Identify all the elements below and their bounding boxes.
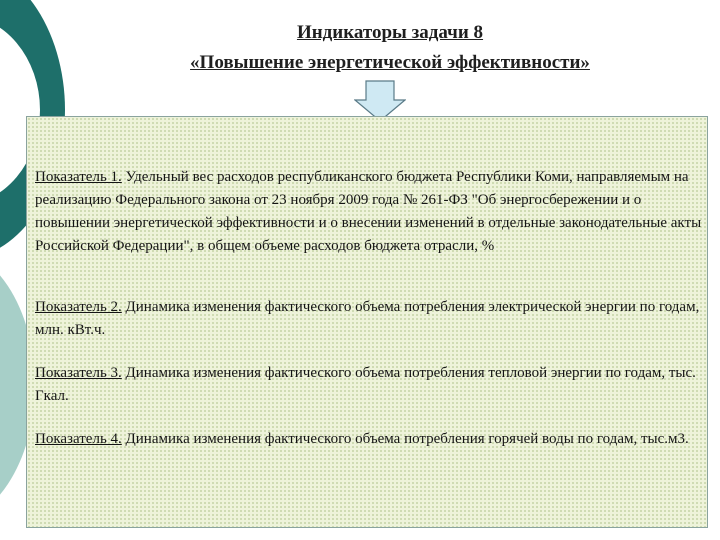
indicators-panel <box>26 116 708 528</box>
indicator-1-text: Удельный вес расходов республиканского бюджета Республики Коми, направляемым на реализацию Федерального закона от 23 ноября 2009 года № 261-ФЗ "Об энергосбережении и о повышении энергетической эффективности и о внесении изменений в отдельные законодательные акты Российской Федерации", в общем объеме расходов бюджета отрасли, % <box>35 169 702 254</box>
slide-title <box>120 18 660 78</box>
indicator-1 <box>35 166 707 258</box>
title-line-2: «Повышение энергетической эффективности» <box>190 52 590 73</box>
indicator-2-text: Динамика изменения фактического объема потребления электрической энергии по годам, млн. кВт.ч. <box>35 299 700 338</box>
indicator-3 <box>35 362 707 408</box>
indicator-4-label: Показатель 4. <box>35 431 122 447</box>
indicator-3-text: Динамика изменения фактического объема потребления тепловой энергии по годам, тыс. Гкал. <box>35 365 696 404</box>
indicator-2-label: Показатель 2. <box>35 299 122 315</box>
indicator-3-label: Показатель 3. <box>35 365 122 381</box>
indicator-4 <box>35 428 707 451</box>
indicator-4-text: Динамика изменения фактического объема потребления горячей воды по годам, тыс.м3. <box>121 431 689 447</box>
indicator-1-label: Показатель 1. <box>35 169 122 185</box>
indicator-2 <box>35 296 707 342</box>
title-line-1: Индикаторы задачи 8 <box>296 22 484 43</box>
